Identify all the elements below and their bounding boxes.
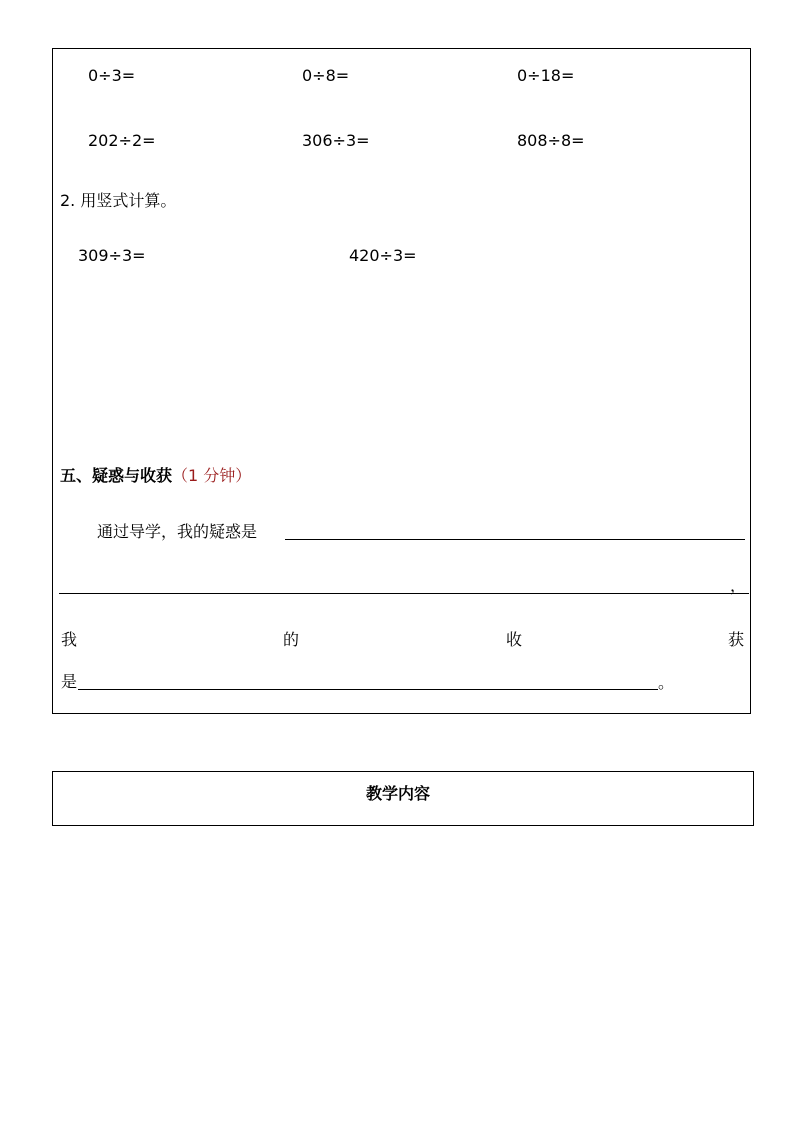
problem-0-div-8: 0÷8= bbox=[302, 66, 350, 85]
worksheet-box bbox=[52, 48, 751, 714]
harvest-prefix: 是 bbox=[61, 672, 78, 691]
section-5-time: （1 分钟） bbox=[172, 466, 252, 485]
harvest-char-3: 收 bbox=[506, 630, 523, 649]
problem-306-div-3: 306÷3= bbox=[302, 131, 370, 150]
problem-0-div-18: 0÷18= bbox=[517, 66, 575, 85]
teaching-content-heading: 教学内容 bbox=[366, 784, 431, 803]
harvest-answer-line[interactable] bbox=[78, 689, 658, 690]
harvest-period: 。 bbox=[658, 673, 675, 692]
doubt-comma: ， bbox=[730, 576, 747, 595]
section-5-title: 五、疑惑与收获（1 分钟） bbox=[60, 466, 252, 485]
harvest-char-1: 我 bbox=[61, 630, 78, 649]
harvest-char-2: 的 bbox=[283, 630, 300, 649]
problem-202-div-2: 202÷2= bbox=[88, 131, 156, 150]
doubt-answer-line-2[interactable] bbox=[59, 593, 749, 594]
doubt-prompt: 通过导学，我的疑惑是 bbox=[97, 522, 258, 541]
problem-0-div-3: 0÷3= bbox=[88, 66, 136, 85]
vertical-problem-309-div-3: 309÷3= bbox=[78, 246, 146, 265]
problem-808-div-8: 808÷8= bbox=[517, 131, 585, 150]
harvest-char-4: 获 bbox=[728, 630, 745, 649]
vertical-problem-420-div-3: 420÷3= bbox=[349, 246, 417, 265]
question-2-label: 2. 用竖式计算。 bbox=[60, 191, 177, 210]
doubt-answer-line[interactable] bbox=[285, 539, 745, 540]
